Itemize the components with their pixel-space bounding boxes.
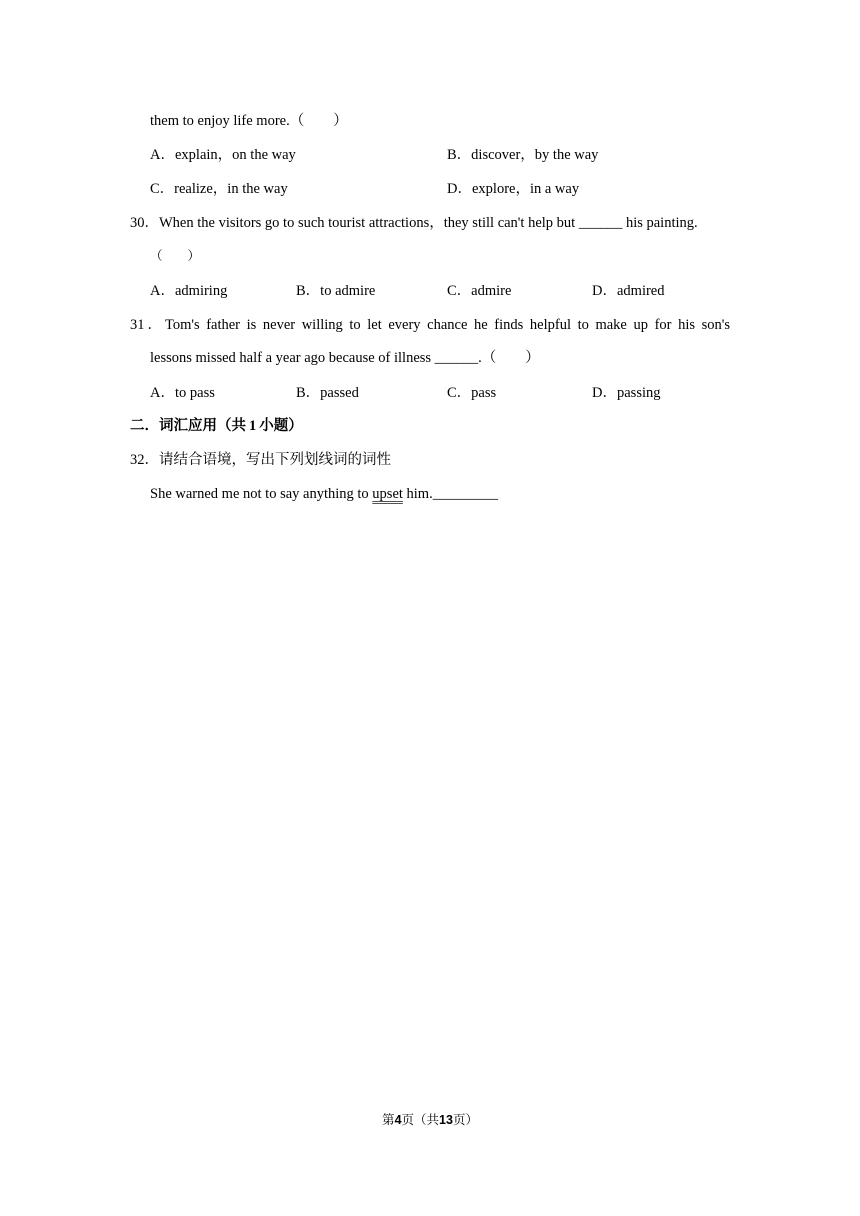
- q30-stem: [130, 214, 698, 232]
- option-text: to admire: [320, 283, 376, 299]
- option-text: passed: [320, 385, 359, 401]
- section-heading: [130, 417, 303, 435]
- q31-option-b[interactable]: [296, 384, 359, 402]
- question-number: 32．: [130, 452, 159, 468]
- option-text: admiring: [174, 283, 228, 299]
- option-text: to pass: [174, 385, 215, 401]
- question-text: Tom's father is never willing to let every chance he finds helpful to make up for his son's: [164, 317, 731, 333]
- option-letter: A．: [150, 147, 175, 163]
- q30-option-b[interactable]: [296, 282, 375, 300]
- option-letter: C．: [150, 181, 175, 197]
- option-text: explore，in a way: [471, 181, 580, 197]
- option-letter: B．: [296, 385, 321, 401]
- option-text: admired: [616, 283, 665, 299]
- section-heading-suffix: 小题）: [259, 418, 303, 434]
- q30-option-a[interactable]: [150, 282, 227, 300]
- option-letter: A．: [150, 283, 175, 299]
- q30-option-d[interactable]: [592, 282, 665, 300]
- question-text: When the visitors go to such tourist attractions，they still can't help but ______ his painting.: [159, 215, 698, 231]
- q29-option-b[interactable]: [447, 146, 598, 164]
- option-letter: C．: [447, 283, 472, 299]
- q31-option-d[interactable]: [592, 384, 660, 402]
- footer-prefix: 第: [382, 1113, 395, 1127]
- option-letter: D．: [447, 181, 472, 197]
- option-text: realize，in the way: [174, 181, 288, 197]
- question-number: 30．: [130, 215, 159, 231]
- option-text: pass: [471, 385, 497, 401]
- q31-option-c[interactable]: [447, 384, 496, 402]
- option-text: admire: [471, 283, 512, 299]
- q29-option-d[interactable]: [447, 180, 579, 198]
- page-footer: [0, 1112, 860, 1128]
- question-number: 31．: [130, 317, 165, 333]
- section-heading-prefix: 二．词汇应用（共: [130, 418, 246, 434]
- q31-option-a[interactable]: [150, 384, 215, 402]
- footer-mid: 页（共: [401, 1113, 440, 1127]
- section-heading-count: 1: [249, 418, 257, 434]
- q32-instruction: [130, 451, 391, 469]
- option-letter: A．: [150, 385, 175, 401]
- q30-answer-paren: （ ）: [150, 249, 201, 263]
- sentence-before: She warned me not to say anything to: [150, 486, 373, 502]
- option-text: passing: [616, 385, 661, 401]
- option-letter: B．: [296, 283, 321, 299]
- q29-option-c[interactable]: [150, 180, 288, 198]
- q32-sentence: [150, 485, 498, 503]
- footer-total-pages: 13: [439, 1113, 453, 1127]
- option-letter: D．: [592, 385, 617, 401]
- q29-stem-tail: them to enjoy life more.（ ）: [150, 113, 348, 129]
- option-letter: D．: [592, 283, 617, 299]
- q29-option-a[interactable]: [150, 146, 296, 164]
- option-letter: B．: [447, 147, 472, 163]
- option-text: discover，by the way: [471, 147, 599, 163]
- footer-suffix: 页）: [452, 1113, 478, 1127]
- question-text: 请结合语境，写出下列划线词的词性: [159, 452, 391, 468]
- underlined-word: upset: [372, 486, 403, 502]
- q31-stem-line1: [130, 316, 730, 334]
- q31-stem-line2: lessons missed half a year ago because of illness ______.（ ）: [150, 350, 540, 366]
- option-text: explain，on the way: [174, 147, 296, 163]
- footer-page-number: 4: [394, 1113, 402, 1127]
- sentence-after-with-blank[interactable]: him._________: [402, 486, 498, 502]
- q30-option-c[interactable]: [447, 282, 511, 300]
- option-letter: C．: [447, 385, 472, 401]
